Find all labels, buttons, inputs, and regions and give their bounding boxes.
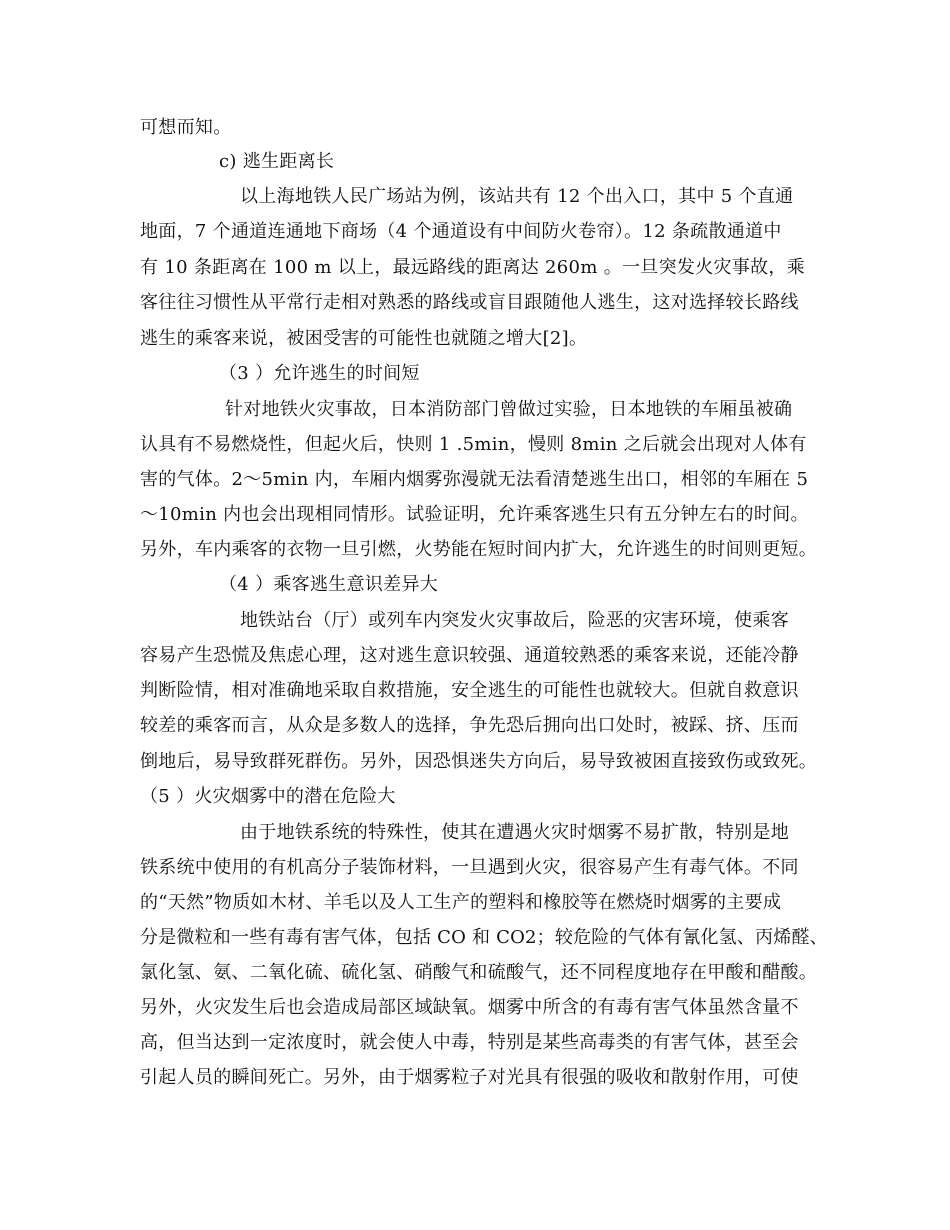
- subheading-line: c) 逃生距离长: [219, 151, 335, 172]
- text-line: 害的气体。2～5min 内，车厢内烟雾弥漫就无法看清楚逃生出口，相邻的车厢在 5: [140, 469, 809, 490]
- text-line: 地面，7 个通道连通地下商场（4 个通道设有中间防火卷帘）。12 条疏散通道中: [140, 221, 782, 242]
- text-line: 分是微粒和一些有毒有害气体，包括 CO 和 CO2；较危险的气体有氰化氢、丙烯醛、: [140, 927, 828, 948]
- text-line: 以上海地铁人民广场站为例，该站共有 12 个出入口，其中 5 个直通: [240, 186, 794, 207]
- subheading-line: （4 ）乘客逃生意识差异大: [219, 574, 439, 595]
- text-line: 倒地后，易导致群死群伤。另外，因恐惧迷失方向后，易导致被困直接致伤或致死。: [140, 751, 818, 772]
- text-line: 针对地铁火灾事故，日本消防部门曾做过实验，日本地铁的车厢虽被确: [225, 399, 793, 420]
- subheading-line: （3 ）允许逃生的时间短: [219, 363, 420, 384]
- text-line: 由于地铁系统的特殊性，使其在遭遇火灾时烟雾不易扩散，特别是地: [240, 822, 789, 843]
- text-line: 引起人员的瞬间死亡。另外，由于烟雾粒子对光具有很强的吸收和散射作用，可使: [140, 1067, 799, 1088]
- text-line: 认具有不易燃烧性，但起火后，快则 1 .5min，慢则 8min 之后就会出现对人体有: [140, 434, 807, 455]
- text-line: 客往往习惯性从平常行走相对熟悉的路线或盲目跟随他人逃生，这对选择较长路线: [140, 292, 799, 313]
- text-line: 判断险情，相对准确地采取自救措施，安全逃生的可能性也就较大。但就自救意识: [140, 680, 799, 701]
- text-line: 氯化氢、氨、二氧化硫、硫化氢、硝酸气和硫酸气，还不同程度地存在甲酸和醋酸。: [140, 962, 818, 983]
- text-line: 高，但当达到一定浓度时，就会使人中毒，特别是某些高毒类的有害气体，甚至会: [140, 1032, 799, 1053]
- text-line: 较差的乘客而言，从众是多数人的选择，争先恐后拥向出口处时，被踩、挤、压而: [140, 715, 799, 736]
- text-line: 另外，火灾发生后也会造成局部区域缺氧。烟雾中所含的有毒有害气体虽然含量不: [140, 997, 799, 1018]
- text-line: 的“天然”物质如木材、羊毛以及人工生产的塑料和橡胶等在燃烧时烟雾的主要成: [140, 892, 782, 913]
- text-line: ～10min 内也会出现相同情形。试验证明，允许乘客逃生只有五分钟左右的时间。: [140, 504, 809, 525]
- text-line: 有 10 条距离在 100 m 以上，最远路线的距离达 260m 。一旦突发火灾事故，乘: [140, 257, 806, 278]
- text-line: 逃生的乘客来说，被困受害的可能性也就随之增大[2]。: [140, 328, 588, 349]
- text-line: 另外，车内乘客的衣物一旦引燃，火势能在短时间内扩大，允许逃生的时间则更短。: [140, 539, 818, 560]
- text-line: 可想而知。: [140, 117, 232, 138]
- text-line: 铁系统中使用的有机高分子装饰材料，一旦遇到火灾，很容易产生有毒气体。不同: [140, 857, 799, 878]
- subheading-line: （5 ）火灾烟雾中的潜在危险大: [140, 786, 396, 807]
- text-line: 容易产生恐慌及焦虑心理，这对逃生意识较强、通道较熟悉的乘客来说，还能冷静: [140, 645, 799, 666]
- text-line: 地铁站台（厅）或列车内突发火灾事故后，险恶的灾害环境，使乘客: [240, 610, 789, 631]
